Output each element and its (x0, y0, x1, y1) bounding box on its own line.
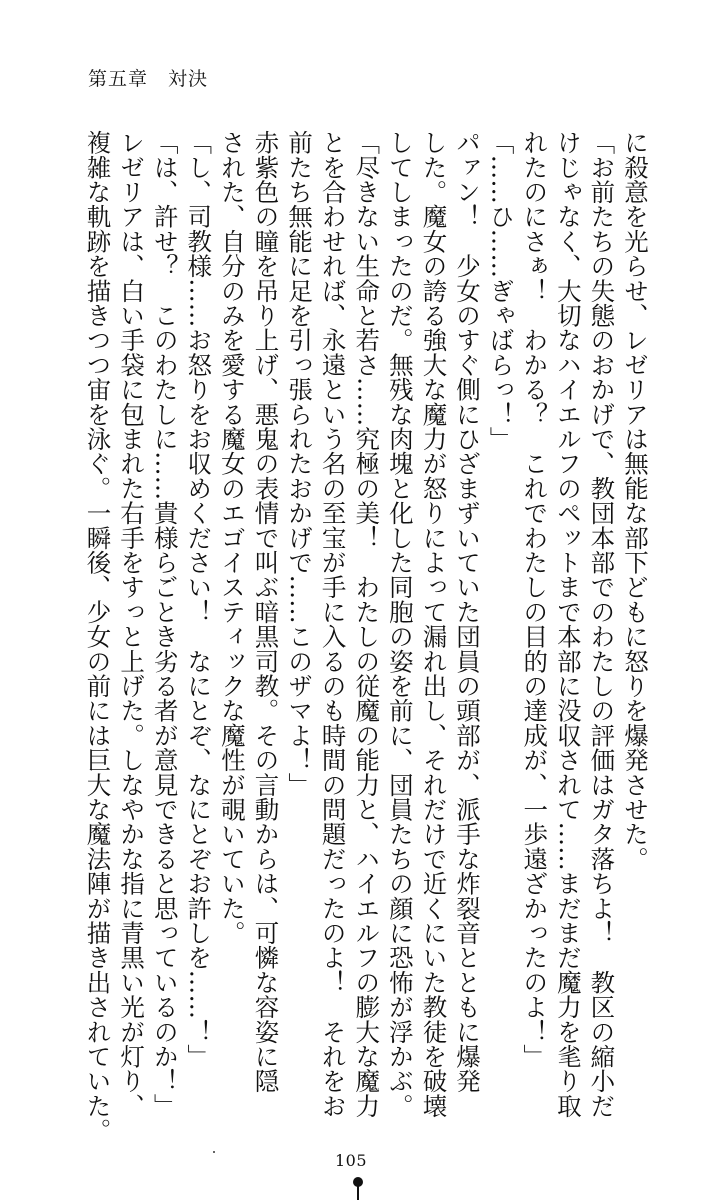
text-line: 「は、許せ？ このわたしに……貴様らごとき劣る者が意見できると思っているのか！」 (150, 130, 180, 1118)
text-line: 赤紫色の瞳を吊り上げ、悪鬼の表情で叫ぶ暗黒司教。その言動からは、可憐な容姿に隠 (251, 130, 281, 1094)
text-line: に殺意を光らせ、レゼリアは無能な部下どもに怒りを爆発させた。 (621, 130, 650, 871)
text-line: してしまったのだ。無残な肉塊と化した同胞の姿を前に、団員たちの顔に恐怖が浮かぶ。 (385, 130, 415, 1118)
text-line: 「お前たちの失態のおかげで、教団本部でのわたしの評価はガタ落ちよ！ 教区の縮小だ (587, 130, 617, 1118)
text-line: レゼリアは、白い手袋に包まれた右手をすっと上げた。しなやかな指に青黒い光が灯り、 (117, 130, 147, 1118)
text-line: 「し、司教様……お怒りをお収めください！ なにとぞ、なにとぞお許しを……！」 (184, 130, 214, 1069)
text-line: けじゃなく、大切なハイエルフのペットまで本部に没収されて……まだまだ魔力を毟り取 (553, 130, 583, 1118)
text-line: 「尽きない生命と若さ……究極の美！ わたしの従魔の能力と、ハイエルフの膨大な魔力 (352, 130, 382, 1118)
text-line: 複雑な軌跡を描きつつ宙を泳ぐ。一瞬後、少女の前には巨大な魔法陣が描き出されていた。 (83, 130, 113, 1143)
page-number: 105 (334, 1151, 368, 1170)
text-line: とを合わせれば、永遠という名の至宝が手に入るのも時間の問題だったのよ！ それをお (318, 130, 348, 1118)
page-marker-line (357, 1186, 359, 1200)
text-line: された、自分のみを愛する魔女のエゴイスティックな魔性が覗いていた。 (217, 130, 247, 946)
text-line: した。魔女の誇る強大な魔力が怒りによって漏れ出し、それだけで近くにいた教徒を破壊 (419, 130, 449, 1118)
text-line: 前たち無能に足を引っ張られたおかげで……このザマよ！」 (285, 130, 315, 797)
text-line: パァン！ 少女のすぐ側にひざまずいていた団員の頭部が、派手な炸裂音とともに爆発 (453, 130, 483, 1094)
body-text (81, 130, 652, 1143)
chapter-header: 第五章 対決 (88, 68, 209, 90)
text-line: れたのにさぁ！ わかる？ これでわたしの目的の達成が、一歩遠ざかったのよ！」 (520, 130, 550, 1069)
text-line: 「……ひ……ぎゃばらっ！」 (486, 130, 516, 452)
